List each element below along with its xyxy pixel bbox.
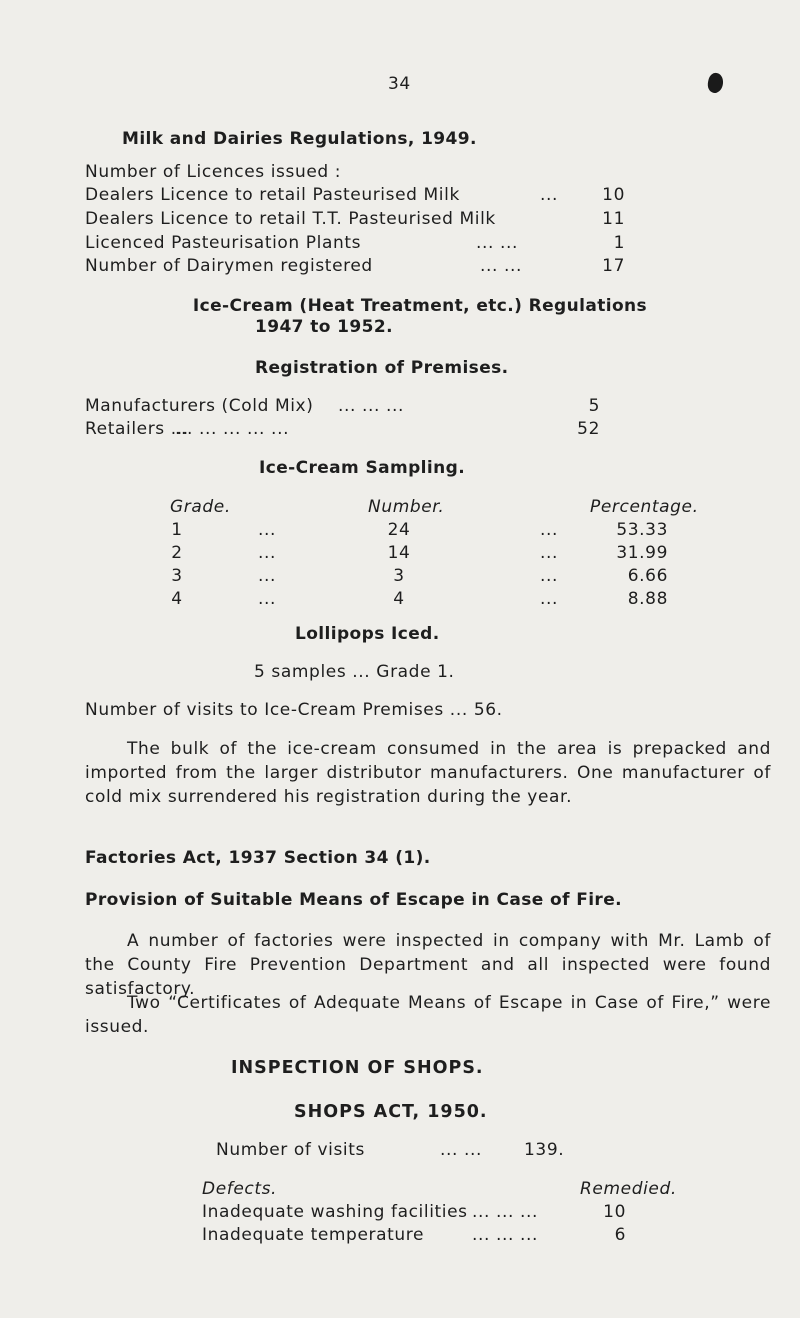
milk-heading: Milk and Dairies Regulations, 1949. [122,129,477,149]
table-cell-number: 4 [393,589,405,609]
page-number: 34 [388,74,411,94]
milk-row-label: Licenced Pasteurisation Plants [85,233,362,253]
icecream-visits: Number of visits to Ice-Cream Premises ... 56. [85,700,503,720]
icecream-heading-line1: Ice-Cream (Heat Treatment, etc.) Regulations [192,296,648,316]
table-header-percentage: Percentage. [590,497,699,517]
lollipops-heading: Lollipops Iced. [295,624,440,644]
table-dots: ... [258,589,277,609]
milk-row-dots: ... [540,185,559,205]
defects-header: Defects. [202,1179,278,1199]
table-cell-percentage: 53.33 [616,520,668,540]
factories-heading: Factories Act, 1937 Section 34 (1). [85,848,431,868]
milk-row-value: 11 [602,209,625,229]
factories-paragraph-1-text: A number of factories were inspected in company with Mr. Lamb of the County Fire Prevention Department and all inspected were found satisfactory. [85,931,771,999]
table-dots: ... [540,589,559,609]
table-cell-percentage: 8.88 [627,589,668,609]
table-header-number: Number. [368,497,445,517]
table-cell-number: 3 [393,566,405,586]
milk-row-label: Dealers Licence to retail T.T. Pasteurised Milk [85,209,496,229]
table-dots: ... [258,543,277,563]
table-dots: ... [258,566,277,586]
corner-ink-mark [706,72,725,95]
milk-row-value: 10 [602,185,625,205]
icecream-paragraph [85,737,771,809]
shops-heading: INSPECTION OF SHOPS. [231,1058,484,1078]
milk-row-label: Number of Dairymen registered [85,256,373,276]
factories-paragraph-2-text: Two “Certificates of Adequate Means of Escape in Case of Fire,” were issued. [85,993,771,1037]
table-cell-grade: 2 [171,543,183,563]
table-cell-number: 24 [387,520,411,540]
lollipops-text: 5 samples ... Grade 1. [254,662,455,682]
registration-value: 52 [577,419,600,439]
table-dots: ... [540,543,559,563]
registration-label: Manufacturers (Cold Mix) [85,396,314,416]
defect-value: 10 [603,1202,626,1222]
defect-label: Inadequate temperature [202,1225,425,1245]
factories-subheading: Provision of Suitable Means of Escape in Case of Fire. [85,890,623,910]
milk-row-dots: ... ... [476,233,519,253]
shops-visits-dots: ... ... [440,1140,483,1160]
milk-row-dots: ... ... [480,256,523,276]
registration-heading: Registration of Premises. [255,358,509,378]
registration-dots: ... ... ... ... ... [175,419,290,439]
milk-row-label: Dealers Licence to retail Pasteurised Milk [85,185,460,205]
shops-subheading: SHOPS ACT, 1950. [294,1102,488,1122]
remedied-header: Remedied. [580,1179,677,1199]
shops-visits-value: 139. [524,1140,565,1160]
sampling-heading: Ice-Cream Sampling. [259,458,466,478]
defect-label: Inadequate washing facilities [202,1202,468,1222]
table-dots: ... [540,566,559,586]
milk-intro: Number of Licences issued : [85,162,342,182]
shops-visits-label: Number of visits [216,1140,365,1160]
defect-dots: ... ... ... [472,1202,539,1222]
table-dots: ... [258,520,277,540]
milk-row-value: 17 [602,256,625,276]
table-cell-number: 14 [387,543,411,563]
table-cell-grade: 1 [171,520,183,540]
icecream-heading-line2: 1947 to 1952. [255,317,393,337]
registration-label: Retailers ... [85,419,189,439]
table-cell-grade: 3 [171,566,183,586]
table-cell-grade: 4 [171,589,183,609]
table-dots: ... [540,520,559,540]
table-cell-percentage: 31.99 [616,543,668,563]
defect-value: 6 [614,1225,626,1245]
defect-dots: ... ... ... [472,1225,539,1245]
icecream-paragraph-text: The bulk of the ice-cream consumed in the area is prepacked and imported from the larger distributor manufacturers. One manufacturer of cold mix surrendered his registration during the year. [85,739,771,807]
factories-paragraph-2 [85,991,771,1039]
table-cell-percentage: 6.66 [627,566,668,586]
registration-value: 5 [588,396,600,416]
milk-row-value: 1 [613,233,625,253]
table-header-grade: Grade. [170,497,231,517]
registration-dots: ... ... ... [338,396,405,416]
